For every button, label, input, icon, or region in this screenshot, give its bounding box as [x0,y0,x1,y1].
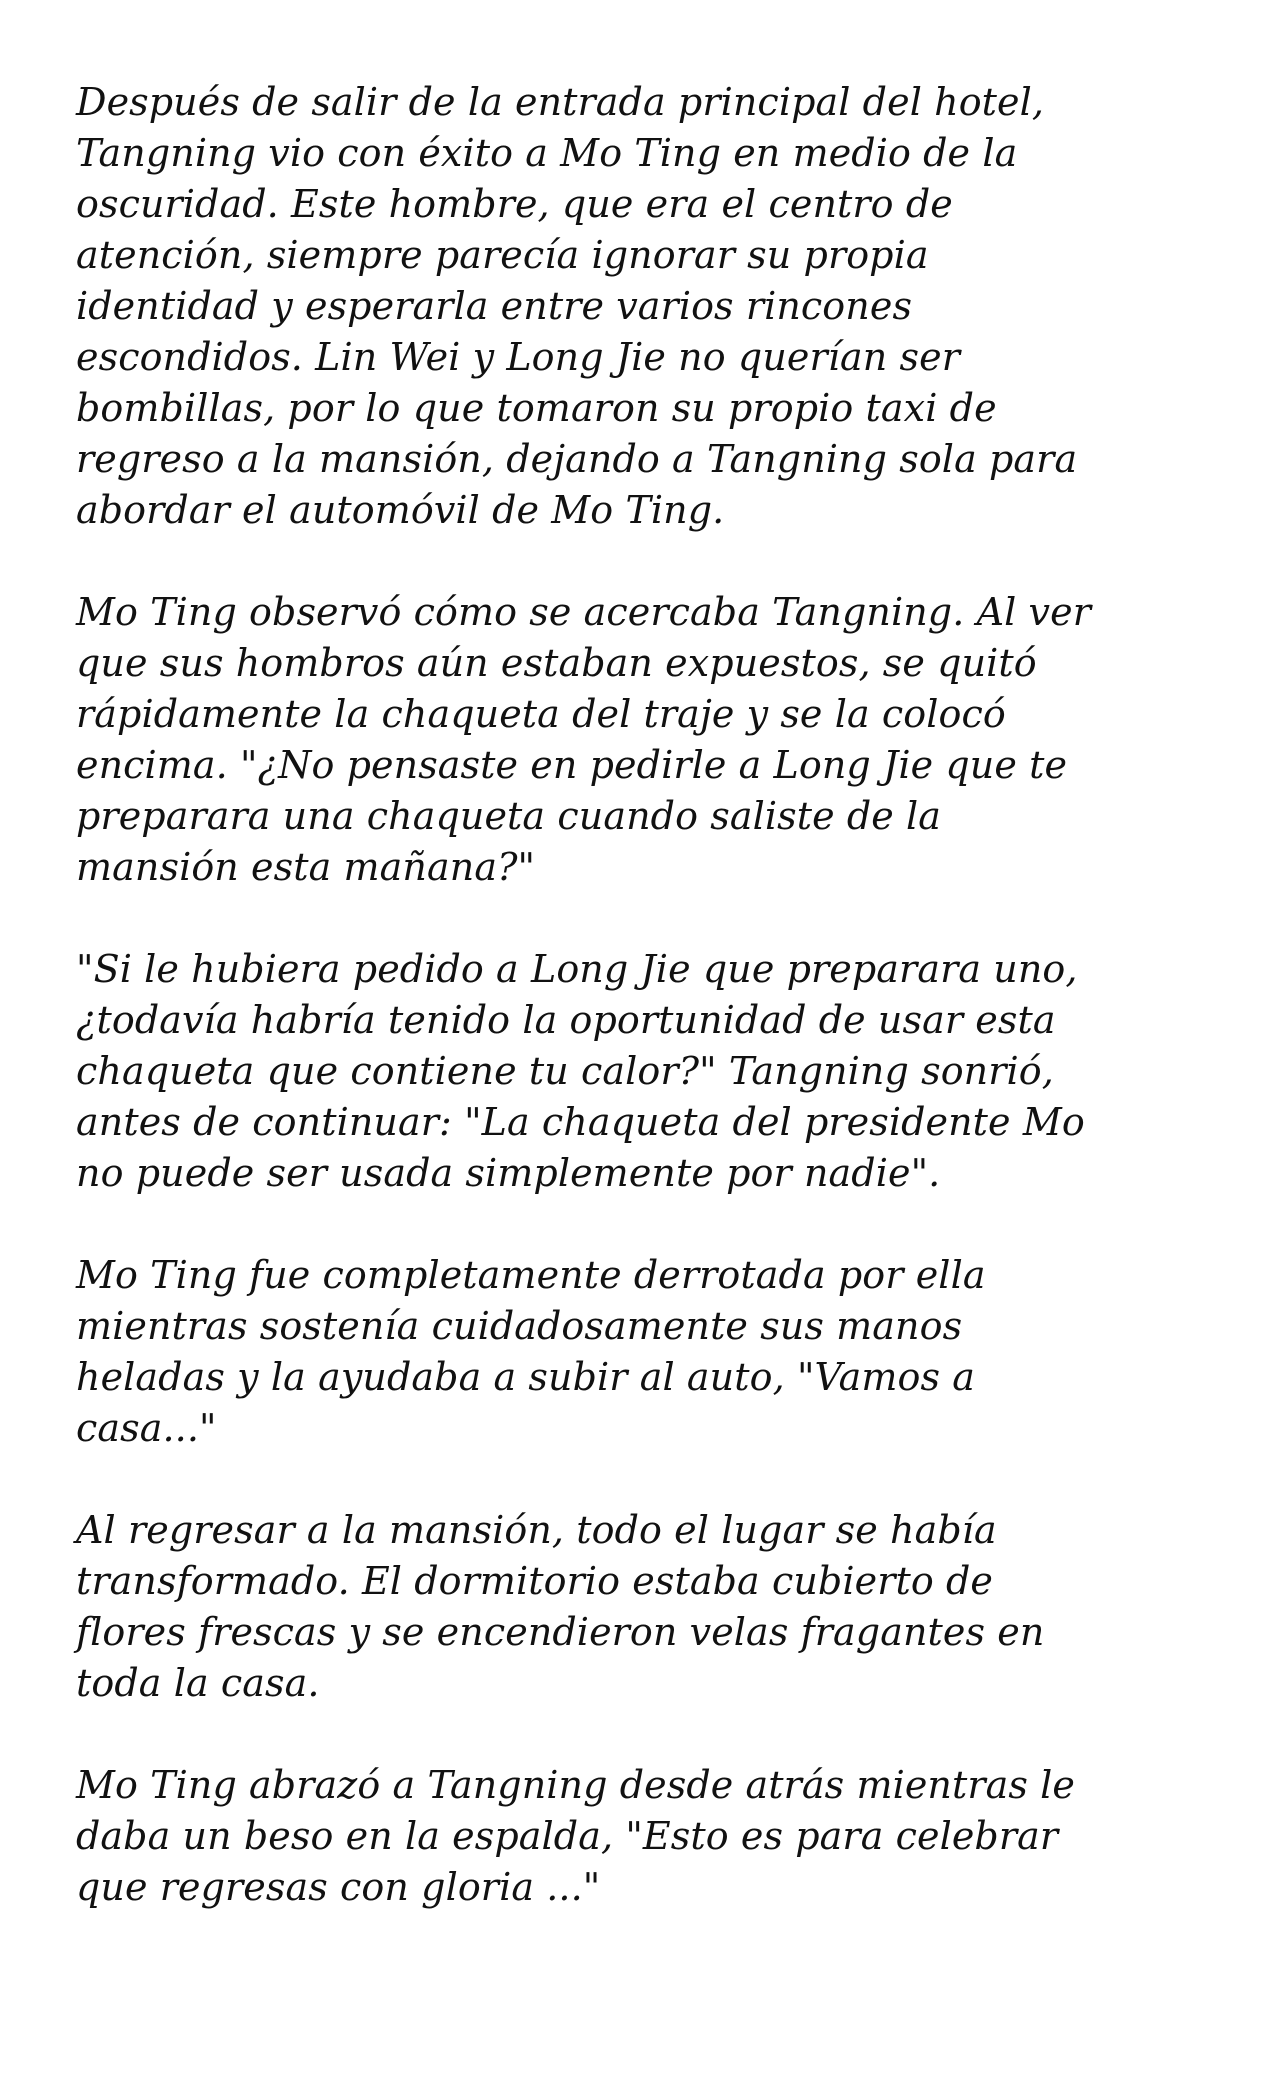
text-line: "Si le hubiera pedido a Long Jie que preparara uno, [76,947,1078,991]
paragraph [76,1250,1211,1454]
text-line: daba un beso en la espalda, "Esto es para celebrar [76,1814,1059,1858]
text-line: identidad y esperarla entre varios rincones [76,284,913,328]
text-line: rápidamente la chaqueta del traje y se la colocó [76,692,1006,736]
text-line: Mo Ting fue completamente derrotada por ella [76,1253,986,1297]
text-line: Tangning vio con éxito a Mo Ting en medio de la [76,131,1018,175]
text-line: transformado. El dormitorio estaba cubierto de [76,1559,994,1603]
text-line: flores frescas y se encendieron velas fragantes en [76,1610,1045,1654]
text-line: bombillas, por lo que tomaron su propio taxi de [76,386,997,430]
text-line: abordar el automóvil de Mo Ting. [76,488,725,532]
text-line: mientras sostenía cuidadosamente sus manos [76,1304,963,1348]
paragraph [76,587,1211,893]
paragraph [76,77,1211,536]
text-line: toda la casa. [76,1661,320,1705]
text-line: preparara una chaqueta cuando saliste de la [76,794,942,838]
text-line: ¿todavía habría tenido la oportunidad de usar esta [76,998,1056,1042]
text-line: encima. "¿No pensaste en pedirle a Long Jie que te [76,743,1068,787]
text-line: Mo Ting abrazó a Tangning desde atrás mientras le [76,1763,1076,1807]
paragraph [76,944,1211,1199]
text-line: antes de continuar: "La chaqueta del presidente Mo [76,1100,1085,1144]
text-line: no puede ser usada simplemente por nadie". [76,1151,941,1195]
text-line: casa..." [76,1406,217,1450]
text-line: Al regresar a la mansión, todo el lugar se había [76,1508,997,1552]
paragraph [76,1760,1211,1913]
text-line: Después de salir de la entrada principal del hotel, [76,80,1045,124]
text-line: atención, siempre parecía ignorar su propia [76,233,929,277]
text-line: heladas y la ayudaba a subir al auto, "Vamos a [76,1355,975,1399]
text-line: mansión esta mañana?" [76,845,536,889]
text-line: que regresas con gloria ..." [76,1865,601,1909]
text-line: oscuridad. Este hombre, que era el centro de [76,182,953,226]
text-line: chaqueta que contiene tu calor?" Tangning sonrió, [76,1049,1054,1093]
paragraph [76,1505,1211,1709]
text-line: regreso a la mansión, dejando a Tangning sola para [76,437,1078,481]
text-line: Mo Ting observó cómo se acercaba Tangning. Al ver [76,590,1091,634]
text-line: escondidos. Lin Wei y Long Jie no querían ser [76,335,960,379]
text-line: que sus hombros aún estaban expuestos, se quitó [76,641,1037,685]
